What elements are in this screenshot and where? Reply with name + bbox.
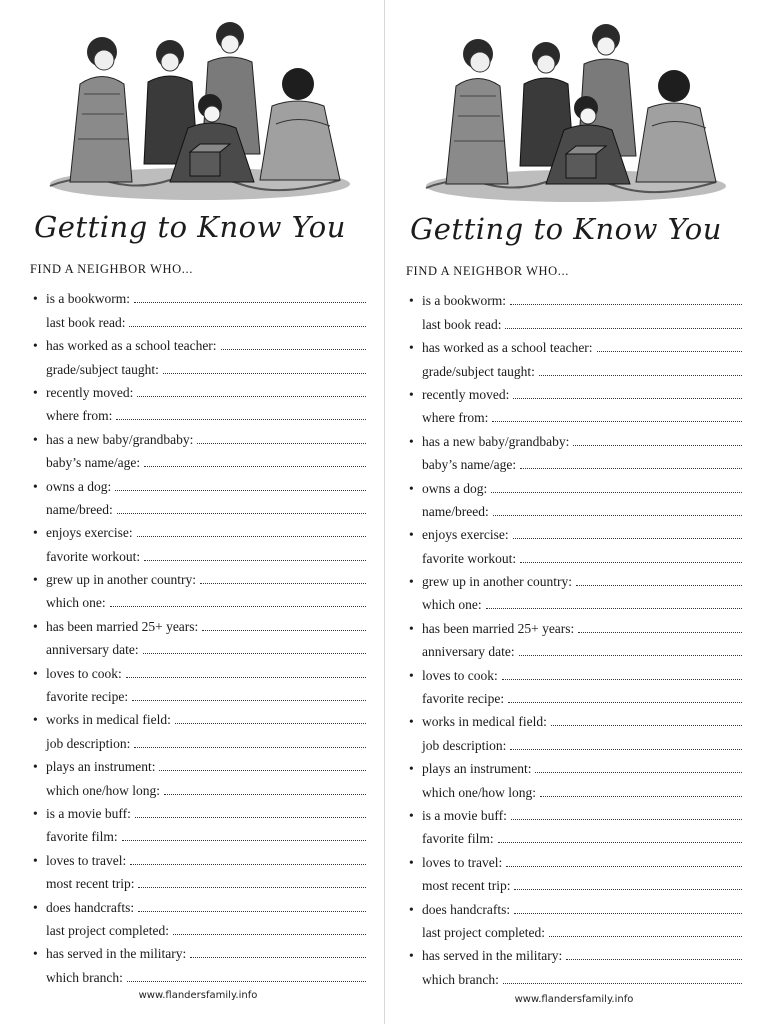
trait-label: has worked as a school teacher:: [46, 338, 217, 354]
fill-in-line[interactable]: [573, 445, 742, 446]
fill-in-line[interactable]: [508, 702, 742, 703]
fill-in-line[interactable]: [144, 466, 366, 467]
list-item: [406, 894, 742, 941]
trait-label: owns a dog:: [422, 480, 488, 496]
bullet-icon: •: [33, 431, 38, 447]
follow-up-label: baby’s name/age:: [46, 455, 141, 471]
follow-up-label: anniversary date:: [422, 644, 515, 660]
follow-up-label: last book read:: [422, 316, 502, 332]
bullet-icon: •: [33, 338, 38, 354]
fill-in-line[interactable]: [134, 302, 366, 303]
bullet-icon: •: [33, 572, 38, 588]
trait-label: loves to cook:: [46, 665, 122, 681]
trait-label: has served in the military:: [422, 948, 563, 964]
trait-label: plays an instrument:: [46, 759, 156, 775]
trait-label: is a movie buff:: [422, 807, 507, 823]
bullet-icon: •: [409, 480, 414, 496]
fill-in-line[interactable]: [519, 655, 742, 656]
follow-up-label: favorite workout:: [422, 550, 517, 566]
trait-label: loves to cook:: [422, 667, 498, 683]
fill-in-line[interactable]: [502, 679, 742, 680]
follow-up-label: favorite recipe:: [422, 691, 505, 707]
trait-label: does handcrafts:: [46, 899, 135, 915]
fill-in-line[interactable]: [143, 653, 366, 654]
fill-in-line[interactable]: [175, 723, 366, 724]
trait-label: is a movie buff:: [46, 805, 131, 821]
follow-up-label: where from:: [46, 408, 113, 424]
trait-label: enjoys exercise:: [422, 527, 509, 543]
fill-in-line[interactable]: [130, 864, 366, 865]
fill-in-line[interactable]: [116, 419, 366, 420]
cut-line: [384, 0, 385, 1024]
follow-up-label: job description:: [46, 735, 131, 751]
trait-label: is a bookworm:: [422, 293, 506, 309]
list-item: [30, 331, 366, 378]
list-item: [406, 286, 742, 333]
follow-up-label: job description:: [422, 737, 507, 753]
fill-in-line[interactable]: [493, 515, 742, 516]
follow-up-label: which one/how long:: [422, 784, 536, 800]
trait-label: loves to travel:: [422, 854, 503, 870]
fill-in-line[interactable]: [511, 819, 742, 820]
fill-in-line[interactable]: [164, 794, 366, 795]
list-item: [406, 520, 742, 567]
trait-label: recently moved:: [46, 384, 134, 400]
fill-in-line[interactable]: [491, 492, 742, 493]
fill-in-line[interactable]: [190, 957, 366, 958]
follow-up-label: favorite film:: [422, 831, 494, 847]
fill-in-line[interactable]: [492, 421, 742, 422]
trait-label: has worked as a school teacher:: [422, 340, 593, 356]
follow-up-label: which branch:: [46, 969, 123, 985]
fill-in-line[interactable]: [578, 632, 742, 633]
list-item: [30, 752, 366, 799]
fill-in-line[interactable]: [127, 981, 366, 982]
bullet-icon: •: [33, 899, 38, 915]
bullet-icon: •: [33, 805, 38, 821]
bullet-icon: •: [409, 433, 414, 449]
bookmark-card-left: [30, 0, 370, 1024]
bullet-icon: •: [33, 946, 38, 962]
fill-in-line[interactable]: [506, 866, 742, 867]
fill-in-line[interactable]: [117, 513, 366, 514]
list-item: [406, 847, 742, 894]
bullet-icon: •: [409, 807, 414, 823]
fill-in-line[interactable]: [115, 490, 366, 491]
fill-in-line[interactable]: [163, 373, 366, 374]
fill-in-line[interactable]: [520, 562, 742, 563]
list-item: [30, 799, 366, 846]
trait-label: is a bookworm:: [46, 291, 130, 307]
neighbor-list: [406, 286, 742, 988]
bullet-icon: •: [33, 384, 38, 400]
bullet-icon: •: [409, 620, 414, 636]
fill-in-line[interactable]: [549, 936, 742, 937]
fill-in-line[interactable]: [539, 375, 742, 376]
follow-up-label: which one/how long:: [46, 782, 160, 798]
fill-in-line[interactable]: [566, 959, 742, 960]
fill-in-line[interactable]: [510, 304, 742, 305]
fill-in-line[interactable]: [134, 747, 366, 748]
follow-up-label: last project completed:: [46, 922, 169, 938]
bullet-icon: •: [409, 948, 414, 964]
list-item: [30, 611, 366, 658]
bullet-icon: •: [33, 618, 38, 634]
follow-up-label: favorite recipe:: [46, 689, 129, 705]
bullet-icon: •: [409, 386, 414, 402]
bullet-icon: •: [33, 291, 38, 307]
neighbor-list: [30, 284, 366, 986]
bullet-icon: •: [33, 478, 38, 494]
fill-in-line[interactable]: [540, 796, 742, 797]
list-item: [406, 333, 742, 380]
trait-label: loves to travel:: [46, 852, 127, 868]
fill-in-line[interactable]: [520, 468, 742, 469]
list-item: [406, 567, 742, 614]
fill-in-line[interactable]: [137, 396, 366, 397]
follow-up-label: grade/subject taught:: [422, 363, 535, 379]
list-item: [406, 380, 742, 427]
fill-in-line[interactable]: [129, 326, 366, 327]
website-footer: www.flandersfamily.info: [514, 994, 634, 1005]
list-item: [30, 939, 366, 986]
trait-label: has a new baby/grandbaby:: [422, 433, 570, 449]
list-item: [30, 284, 366, 331]
follow-up-label: which branch:: [422, 971, 499, 987]
fill-in-line[interactable]: [503, 983, 742, 984]
bullet-icon: •: [409, 574, 414, 590]
trait-label: has served in the military:: [46, 946, 187, 962]
fill-in-line[interactable]: [126, 677, 366, 678]
trait-label: enjoys exercise:: [46, 525, 133, 541]
bullet-icon: •: [33, 525, 38, 541]
fill-in-line[interactable]: [513, 538, 742, 539]
follow-up-label: last project completed:: [422, 924, 545, 940]
fill-in-line[interactable]: [498, 842, 742, 843]
bullet-icon: •: [409, 527, 414, 543]
fill-in-line[interactable]: [122, 840, 366, 841]
victorian-women-illustration: [416, 16, 726, 206]
fill-in-line[interactable]: [510, 749, 742, 750]
fill-in-line[interactable]: [221, 349, 366, 350]
trait-label: has been married 25+ years:: [46, 618, 199, 634]
bullet-icon: •: [409, 714, 414, 730]
bullet-icon: •: [33, 712, 38, 728]
list-item: [30, 845, 366, 892]
trait-label: does handcrafts:: [422, 901, 511, 917]
follow-up-label: favorite workout:: [46, 548, 141, 564]
follow-up-label: grade/subject taught:: [46, 361, 159, 377]
trait-label: grew up in another country:: [422, 574, 572, 590]
fill-in-line[interactable]: [551, 725, 742, 726]
bullet-icon: •: [409, 667, 414, 683]
list-item: [406, 941, 742, 988]
list-item: [30, 705, 366, 752]
fill-in-line[interactable]: [135, 817, 366, 818]
fill-in-line[interactable]: [110, 606, 366, 607]
fill-in-line[interactable]: [144, 560, 366, 561]
fill-in-line[interactable]: [138, 887, 366, 888]
list-item: [406, 707, 742, 754]
fill-in-line[interactable]: [197, 443, 366, 444]
list-item: [406, 613, 742, 660]
trait-label: works in medical field:: [422, 714, 547, 730]
bullet-icon: •: [409, 340, 414, 356]
victorian-women-illustration: [40, 14, 350, 204]
follow-up-label: name/breed:: [422, 503, 489, 519]
fill-in-line[interactable]: [132, 700, 366, 701]
fill-in-line[interactable]: [535, 772, 742, 773]
fill-in-line[interactable]: [200, 583, 366, 584]
fill-in-line[interactable]: [159, 770, 366, 771]
card-title: Getting to Know You: [410, 212, 722, 246]
follow-up-label: last book read:: [46, 314, 126, 330]
trait-label: grew up in another country:: [46, 572, 196, 588]
bullet-icon: •: [409, 854, 414, 870]
fill-in-line[interactable]: [137, 536, 366, 537]
list-item: [30, 378, 366, 425]
bullet-icon: •: [33, 852, 38, 868]
website-footer: www.flandersfamily.info: [138, 990, 258, 1001]
follow-up-label: anniversary date:: [46, 642, 139, 658]
list-item: [406, 660, 742, 707]
list-item: [30, 471, 366, 518]
list-heading: FIND A NEIGHBOR WHO...: [30, 262, 193, 276]
list-item: [406, 473, 742, 520]
trait-label: has been married 25+ years:: [422, 620, 575, 636]
list-item: [30, 565, 366, 612]
trait-label: plays an instrument:: [422, 761, 532, 777]
follow-up-label: baby’s name/age:: [422, 457, 517, 473]
fill-in-line[interactable]: [486, 608, 742, 609]
follow-up-label: name/breed:: [46, 501, 113, 517]
fill-in-line[interactable]: [202, 630, 366, 631]
list-item: [30, 892, 366, 939]
list-item: [406, 801, 742, 848]
trait-label: works in medical field:: [46, 712, 171, 728]
fill-in-line[interactable]: [505, 328, 742, 329]
trait-label: recently moved:: [422, 386, 510, 402]
trait-label: has a new baby/grandbaby:: [46, 431, 194, 447]
list-heading: FIND A NEIGHBOR WHO...: [406, 264, 569, 278]
bullet-icon: •: [409, 293, 414, 309]
follow-up-label: which one:: [46, 595, 106, 611]
fill-in-line[interactable]: [597, 351, 742, 352]
bullet-icon: •: [33, 665, 38, 681]
bookmark-card-right: [406, 2, 746, 1026]
fill-in-line[interactable]: [513, 398, 742, 399]
fill-in-line[interactable]: [173, 934, 366, 935]
follow-up-label: favorite film:: [46, 829, 118, 845]
fill-in-line[interactable]: [576, 585, 742, 586]
bullet-icon: •: [409, 761, 414, 777]
list-item: [30, 658, 366, 705]
list-item: [30, 518, 366, 565]
follow-up-label: most recent trip:: [46, 876, 135, 892]
list-item: [406, 754, 742, 801]
bullet-icon: •: [33, 759, 38, 775]
follow-up-label: where from:: [422, 410, 489, 426]
card-title: Getting to Know You: [34, 210, 346, 244]
follow-up-label: which one:: [422, 597, 482, 613]
follow-up-label: most recent trip:: [422, 878, 511, 894]
fill-in-line[interactable]: [514, 889, 742, 890]
trait-label: owns a dog:: [46, 478, 112, 494]
fill-in-line[interactable]: [514, 913, 742, 914]
list-item: [30, 424, 366, 471]
list-item: [406, 426, 742, 473]
bullet-icon: •: [409, 901, 414, 917]
fill-in-line[interactable]: [138, 911, 366, 912]
